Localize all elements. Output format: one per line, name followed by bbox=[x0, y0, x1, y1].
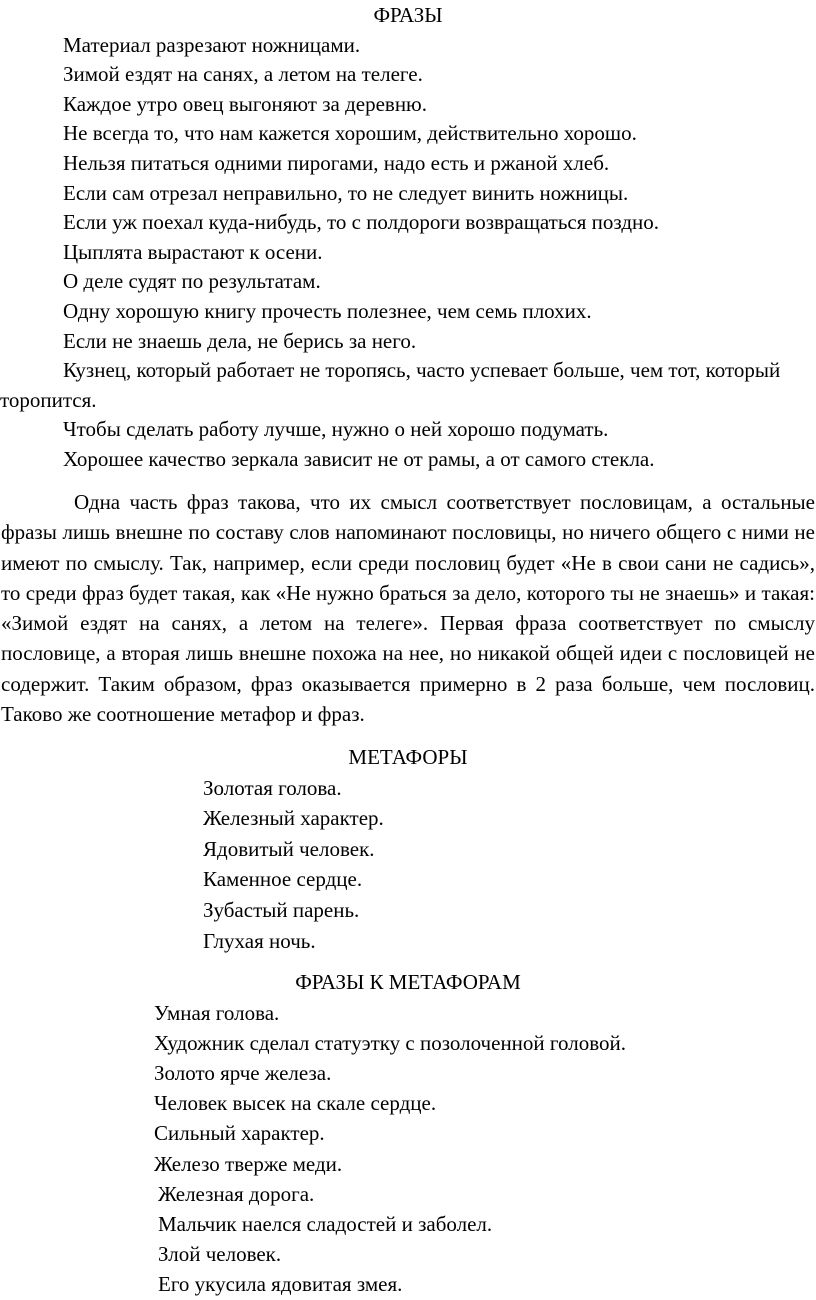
phrase-item: Одну хорошую книгу прочесть полезнее, чем семь плохих. bbox=[63, 298, 592, 323]
metaphor-item: Зубастый парень. bbox=[203, 897, 360, 922]
phrase-item: Нельзя питаться одними пирогами, надо есть и ржаной хлеб. bbox=[63, 150, 610, 175]
explanation-paragraph: Одна часть фраз такова, что их смысл соответствует пословицам, а остальные фразы лишь внешне по составу слов напоминают пословицы, но ничего общего с ними не имеют по смыслу. Так, например, если среди пословиц будет «Не в свои сани не садись», то среди фраз будет такая, как «Не нужно браться за дело, которого ты не знаешь» и такая: «Зимой ездят на санях, а летом на телеге». Первая фраза соответствует по смыслу пословице, а вторая лишь внешне похожа на нее, но никакой общей идеи с пословицей не содержит. Таким образом, фраз оказывается примерно в 2 раза больше, чем пословиц. Таково же соотношение метафор и фраз. bbox=[1, 490, 815, 727]
metaphor-phrase-item: Художник сделал статуэтку с позолоченной головой. bbox=[154, 1030, 626, 1055]
phrases-to-metaphors-block bbox=[0, 968, 816, 1300]
metaphor-item: Железный характер. bbox=[203, 806, 384, 831]
phrase-item: Каждое утро овец выгоняют за деревню. bbox=[63, 91, 427, 116]
phrase-item: Если уж поехал куда-нибудь, то с полдороги возвращаться поздно. bbox=[63, 210, 659, 235]
phrase-item: Зимой ездят на санях, а летом на телеге. bbox=[63, 62, 423, 87]
metaphor-item: Глухая ночь. bbox=[203, 928, 316, 953]
metaphor-item: Ядовитый человек. bbox=[203, 836, 375, 861]
metaphor-phrase-item: Золото ярче железа. bbox=[154, 1061, 332, 1085]
metaphor-phrase-item: Железо тверже меди. bbox=[154, 1151, 343, 1176]
phrase-item: Если не знаешь дела, не берись за него. bbox=[63, 328, 417, 353]
metaphor-phrase-item: Человек высек на скале сердце. bbox=[154, 1091, 437, 1116]
phrases-to-metaphors-list bbox=[0, 998, 816, 1300]
phrase-item: Хорошее качество зеркала зависит не от рамы, а от самого стекла. bbox=[63, 446, 655, 471]
metaphor-item: Каменное сердце. bbox=[203, 867, 363, 892]
metaphor-item: Золотая голова. bbox=[203, 775, 342, 800]
phrase-item: Чтобы сделать работу лучше, нужно о ней хорошо подумать. bbox=[63, 417, 609, 442]
metaphor-phrase-item: Сильный характер. bbox=[154, 1121, 325, 1146]
metaphors-heading: МЕТАФОРЫ bbox=[348, 745, 468, 769]
phrases-heading: ФРАЗЫ bbox=[373, 3, 443, 27]
metaphor-phrase-item: Железная дорога. bbox=[158, 1181, 315, 1206]
metaphor-phrase-item: Злой человек. bbox=[158, 1242, 282, 1267]
metaphor-phrase-item: Мальчик наелся сладостей и заболел. bbox=[158, 1212, 493, 1237]
phrase-item: Материал разрезают ножницами. bbox=[63, 32, 361, 57]
phrase-item: Цыплята вырастают к осени. bbox=[63, 239, 323, 264]
phrases-list bbox=[0, 31, 816, 475]
phrases-block bbox=[0, 1, 816, 475]
phrase-item: О деле судят по результатам. bbox=[63, 269, 321, 294]
metaphors-block bbox=[0, 743, 816, 956]
metaphor-phrase-item: Его укусила ядовитая змея. bbox=[158, 1272, 403, 1297]
phrases-to-metaphors-heading: ФРАЗЫ К МЕТАФОРАМ bbox=[295, 970, 521, 994]
metaphor-phrase-item: Умная голова. bbox=[154, 1000, 280, 1025]
phrase-item: Если сам отрезал неправильно, то не следует винить ножницы. bbox=[63, 180, 629, 205]
phrase-item: Кузнец, который работает не торопясь, часто успевает больше, чем тот, который торопится. bbox=[0, 358, 781, 412]
phrase-item: Не всегда то, что нам кажется хорошим, действительно хорошо. bbox=[63, 121, 637, 146]
metaphors-list bbox=[0, 773, 816, 957]
